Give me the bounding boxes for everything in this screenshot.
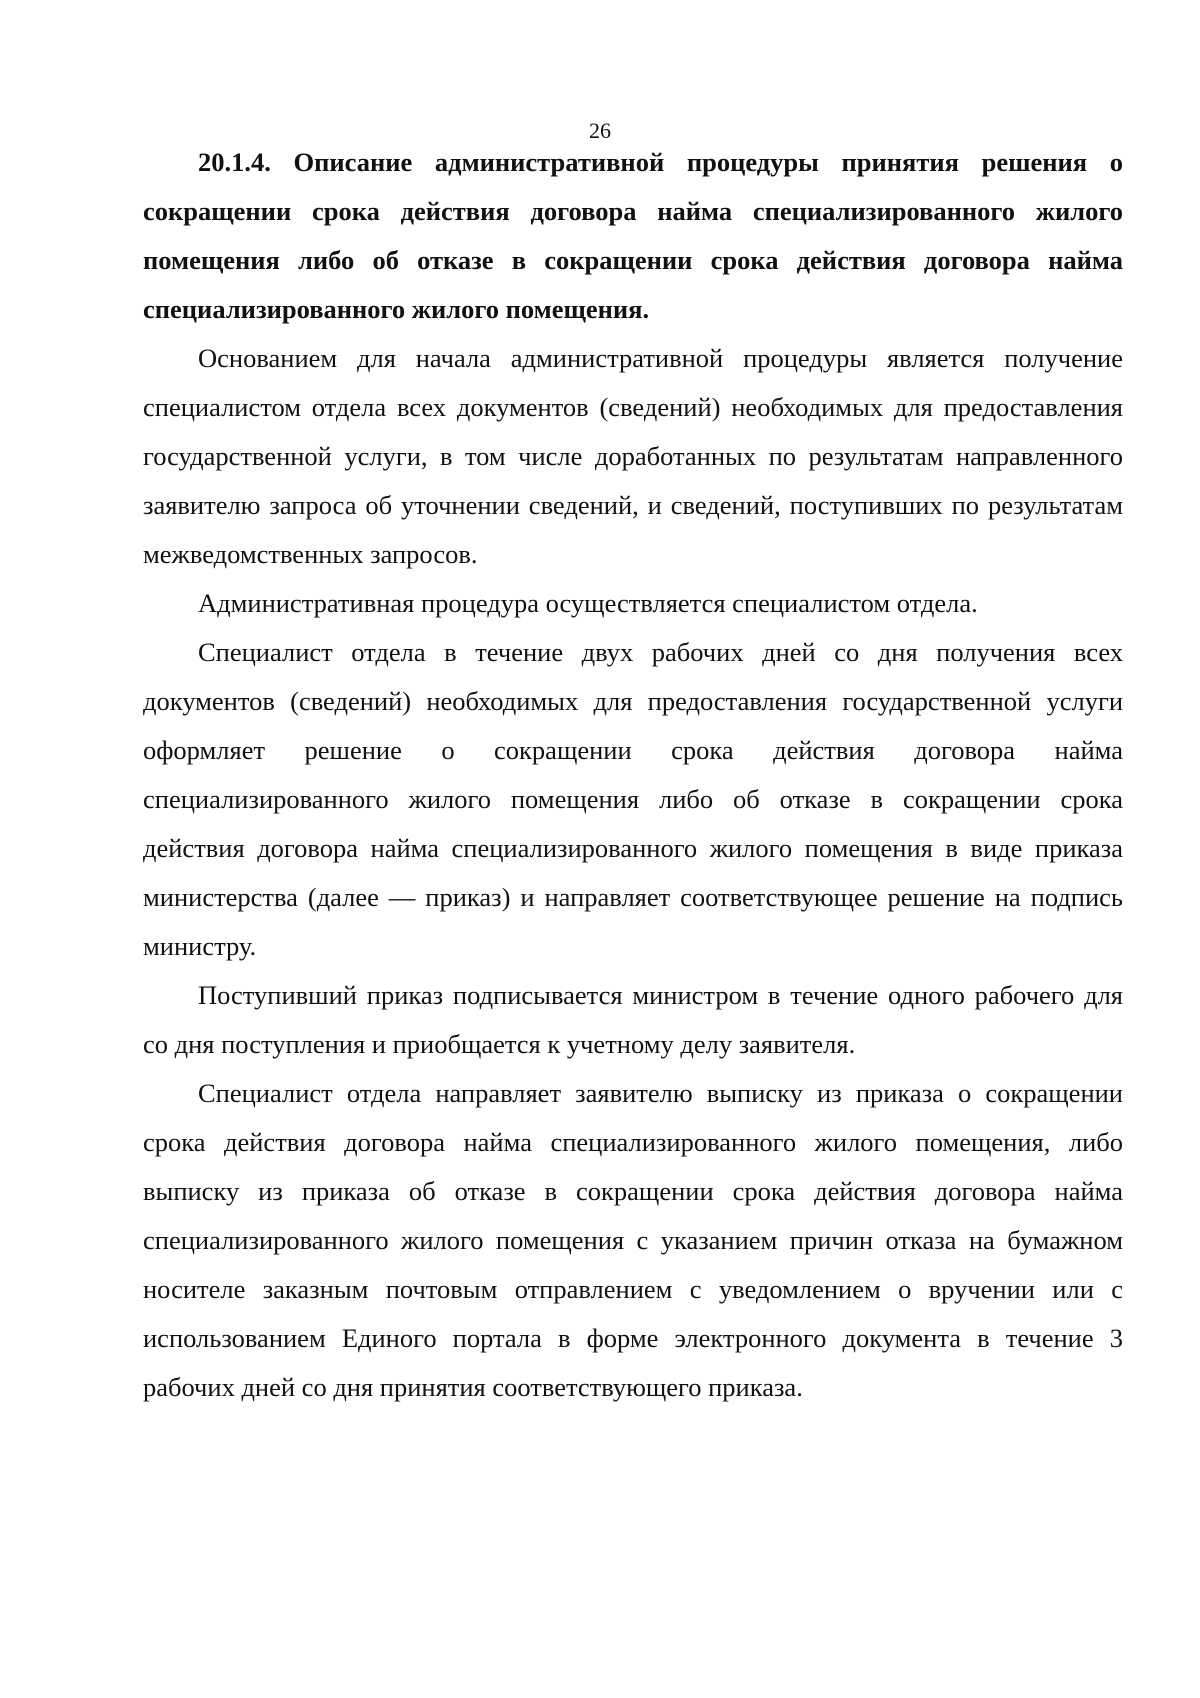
section-heading: 20.1.4. Описание административной процедуры принятия решения о сокращении срока действия договора найма специализированного жилого помещения либо об отказе в сокращении срока действия договора найма специализированного жилого помещения. [143,147,1123,324]
paragraph: Специалист отдела направляет заявителю выписку из приказа о сокращении срока действия договора найма специализированного жилого помещения, либо выписку из приказа об отказе в сокращении срока действия договора найма специализированного жилого помещения с указанием причин отказа на бумажном носителе заказным почтовым отправлением с уведомлением о вручении или с использованием Единого портала в форме электронного документа в течение 3 рабочих дней со дня принятия соответствующего приказа. [143,1078,1123,1402]
document-body [143,138,1123,1412]
paragraph: Поступивший приказ подписывается министром в течение одного рабочего для со дня поступления и приобщается к учетному делу заявителя. [143,980,1123,1059]
paragraph: Административная процедура осуществляется специалистом отдела. [198,588,978,618]
paragraph: Специалист отдела в течение двух рабочих дней со дня получения всех документов (сведений) необходимых для предоставления государственной услуги оформляет решение о сокращении срока действия договора найма специализированного жилого помещения либо об отказе в сокращении срока действия договора найма специализированного жилого помещения в виде приказа министерства (далее — приказ) и направляет соответствующее решение на подпись министру. [143,637,1123,961]
paragraph: Основанием для начала административной процедуры является получение специалистом отдела всех документов (сведений) необходимых для предоставления государственной услуги, в том числе доработанных по результатам направленного заявителю запроса об уточнении сведений, и сведений, поступивших по результатам межведомственных запросов. [143,343,1123,569]
page-number: 26 [589,118,611,143]
